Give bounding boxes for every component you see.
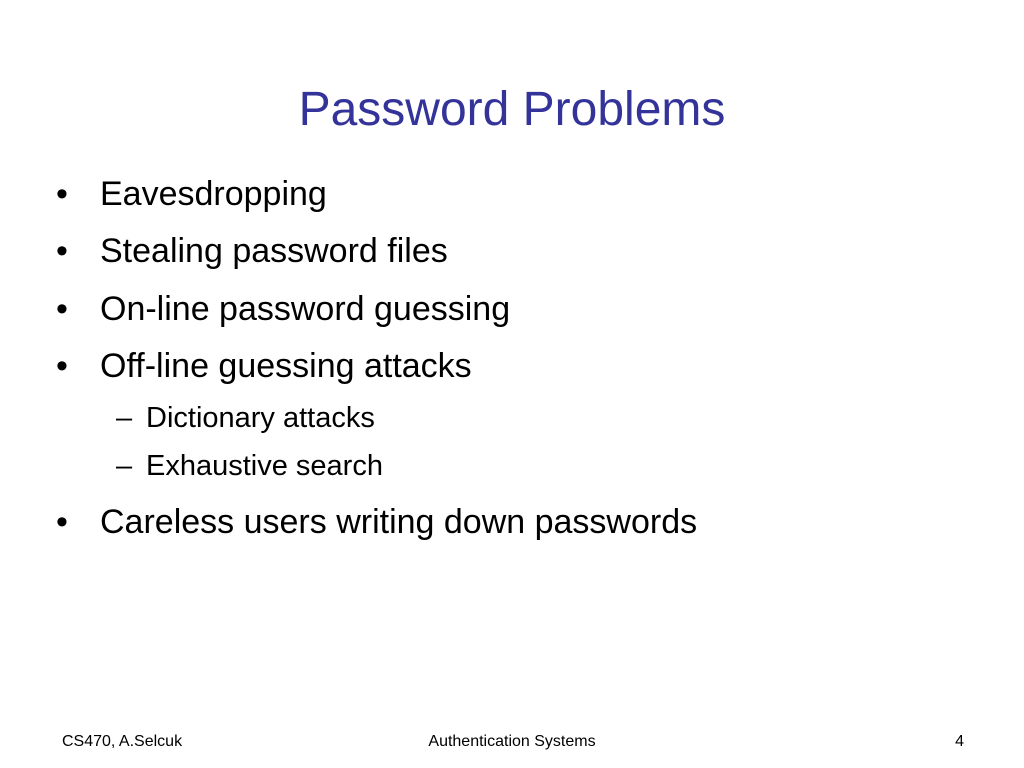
bullet-item	[0, 172, 1000, 216]
bullet-text: Stealing password files	[100, 232, 448, 270]
bullet-text: Eavesdropping	[100, 175, 327, 213]
bullet-marker: •	[56, 175, 68, 213]
sub-bullet-text: Exhaustive search	[146, 450, 383, 482]
sub-bullet-item	[0, 400, 1000, 436]
bullet-item	[0, 500, 1000, 544]
page-number: 4	[955, 733, 964, 750]
bullet-item	[0, 229, 1000, 273]
bullet-item	[0, 287, 1000, 331]
bullet-item	[0, 344, 1000, 388]
bullet-marker: •	[56, 347, 68, 385]
slide-title: Password Problems	[298, 83, 726, 136]
bullet-text: Off-line guessing attacks	[100, 347, 472, 385]
footer-author: CS470, A.Selcuk	[62, 733, 183, 750]
sub-bullet-item	[0, 448, 1000, 484]
sub-bullet-marker: –	[116, 450, 133, 482]
sub-bullet-text: Dictionary attacks	[146, 402, 375, 434]
bullet-text: On-line password guessing	[100, 290, 511, 328]
bullet-marker: •	[56, 503, 68, 541]
footer-title: Authentication Systems	[428, 733, 596, 750]
bullet-marker: •	[56, 232, 68, 270]
sub-bullet-marker: –	[116, 402, 133, 434]
bullet-text: Careless users writing down passwords	[100, 503, 698, 541]
bullet-marker: •	[56, 290, 68, 328]
